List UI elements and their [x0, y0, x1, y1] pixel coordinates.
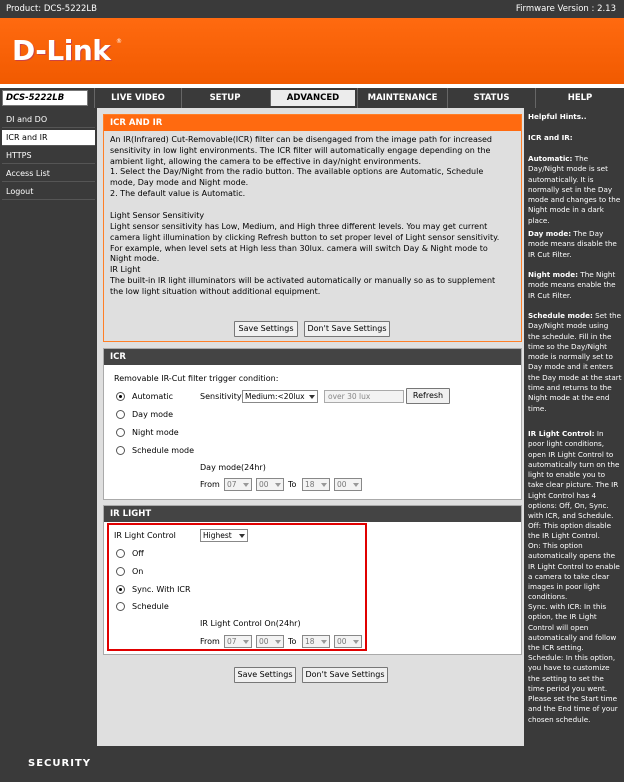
select-value: 07	[227, 480, 237, 489]
chevron-down-icon	[243, 483, 249, 487]
product-label: Product: DCS-5222LB	[6, 4, 97, 14]
sidebar-item-di-do[interactable]: DI and DO	[2, 112, 95, 128]
intro-step-2: 2. The default value is Automatic.	[110, 189, 246, 198]
panel-title: ICR	[104, 349, 521, 365]
hint-day-title: Day mode:	[528, 229, 572, 238]
hint-sync-text: Sync. with ICR: In this option, the IR Light Control will open automatically and follow the ICR setting.	[528, 602, 617, 653]
select-value: 00	[259, 637, 269, 646]
bottom-save-settings-button[interactable]: Save Settings	[234, 667, 296, 683]
sidebar-item-icr-ir[interactable]: ICR and IR	[2, 130, 95, 146]
chevron-down-icon	[309, 395, 315, 399]
hint-schedule-text: Set the Day/Night mode using the schedule. Fill in the time so the Day/Night mode is normally set to Day mode and it enters the Day mode at the start time and returns to the Night mode at the end time.	[528, 311, 622, 413]
from-label: From	[200, 480, 220, 489]
hint-schedule-title: Schedule mode:	[528, 311, 593, 320]
helpful-hints-panel	[524, 108, 624, 746]
ir-light-description: The built-in IR light illuminators will be activated automatically or manually so as to supplement the low light situation without additional equipment.	[110, 276, 496, 296]
sidebar-item-https[interactable]: HTTPS	[2, 148, 95, 164]
tab-status[interactable]: STATUS	[447, 88, 535, 108]
select-value: Highest	[203, 531, 232, 540]
intro-description: An IR(Infrared) Cut-Removable(ICR) filter can be disengaged from the image path for increased sensitivity in low light environments. The ICR filter will automatically engage depending on the ambient light, allowing the camera to be effective in day/night environments.	[110, 135, 493, 166]
to-label: To	[288, 480, 297, 489]
chevron-down-icon	[275, 483, 281, 487]
hints-title: Helpful Hints..	[528, 112, 587, 121]
hint-ir-light-text: In poor light conditions, open IR Light Control to automatically turn on the light to enable you to take clear picture. The IR Light Control has 4 options: Off, On, Sync. with ICR, and Schedule.	[528, 429, 620, 521]
hint-automatic-text: The Day/Night mode is set automatically. It is normally set in the Day mode and changes to the Night mode in a dark place.	[528, 154, 621, 225]
icr-to-hour-select[interactable]	[302, 478, 330, 491]
to-label: To	[288, 637, 297, 646]
intro-step-1: 1. Select the Day/Night from the radio button. The available options are Automatic, Schedule mode, Day mode and Night mode.	[110, 167, 484, 187]
sidebar-item-access-list[interactable]: Access List	[2, 166, 95, 182]
radio-label: Sync. With ICR	[132, 585, 191, 594]
hint-automatic-title: Automatic:	[528, 154, 573, 163]
left-sidebar	[0, 108, 97, 746]
sensitivity-heading: Light Sensor Sensitivity	[110, 211, 205, 220]
from-label: From	[200, 637, 220, 646]
sensitivity-description: Light sensor sensitivity has Low, Medium, and High three different levels. You may get current camera light illumination by clicking Refresh button to set proper level of Light sensor sensitivity. For example, when level sets at High less than 30lux. camera will switch Day & Night mode to Night mode.	[110, 222, 500, 264]
select-value: 18	[305, 637, 315, 646]
main-nav	[0, 88, 624, 108]
radio-schedule-mode[interactable]	[116, 446, 125, 455]
firmware-label: Firmware Version : 2.13	[515, 4, 616, 14]
select-value: 18	[305, 480, 315, 489]
top-bar	[0, 0, 624, 18]
ir-schedule-label: IR Light Control On(24hr)	[200, 619, 301, 628]
footer-security-label: SECURITY	[28, 758, 91, 769]
model-label: DCS-5222LB	[2, 90, 88, 106]
icr-panel	[103, 348, 522, 500]
radio-label: Schedule mode	[132, 446, 194, 455]
save-settings-button[interactable]: Save Settings	[234, 321, 298, 337]
tab-setup[interactable]: SETUP	[181, 88, 268, 108]
dlink-logo: D-Link	[12, 34, 111, 67]
icr-ir-intro-panel	[103, 114, 522, 342]
registered-mark: ®	[116, 38, 122, 45]
dont-save-settings-button[interactable]: Don't Save Settings	[304, 321, 390, 337]
trigger-condition-label: Removable IR-Cut filter trigger condition:	[114, 374, 279, 383]
day-mode-schedule-label: Day mode(24hr)	[200, 463, 266, 472]
highlight-box	[107, 523, 367, 651]
radio-label: On	[132, 567, 144, 576]
radio-label: Schedule	[132, 602, 169, 611]
hints-icr-title: ICR and IR:	[528, 133, 573, 142]
bottom-dont-save-settings-button[interactable]: Don't Save Settings	[302, 667, 388, 683]
chevron-down-icon	[321, 483, 327, 487]
chevron-down-icon	[353, 483, 359, 487]
select-value: 00	[259, 480, 269, 489]
hint-on-text: On: This option automatically opens the IR Light Control to enable a camera to take clear images in poor light conditions.	[528, 541, 620, 602]
radio-label: Day mode	[132, 410, 174, 419]
radio-label: Automatic	[132, 392, 174, 401]
sensitivity-select[interactable]	[242, 390, 318, 403]
icr-from-hour-select[interactable]	[224, 478, 252, 491]
tab-help[interactable]: HELP	[535, 88, 624, 108]
icr-from-minute-select[interactable]	[256, 478, 284, 491]
tab-maintenance[interactable]: MAINTENANCE	[357, 88, 447, 108]
hint-ir-light-title: IR Light Control:	[528, 429, 595, 438]
panel-title: IR LIGHT	[104, 506, 521, 522]
panel-title: ICR AND IR	[104, 115, 521, 131]
radio-day-mode[interactable]	[116, 410, 125, 419]
radio-label: Off	[132, 549, 144, 558]
radio-label: Night mode	[132, 428, 179, 437]
hint-day-text: The Day mode means disable the IR Cut Filter.	[528, 229, 617, 259]
sidebar-item-logout[interactable]: Logout	[2, 184, 95, 200]
select-value: 00	[337, 480, 347, 489]
hint-night-title: Night mode:	[528, 270, 579, 279]
radio-night-mode[interactable]	[116, 428, 125, 437]
hint-night-text: The Night mode means enable the IR Cut Filter.	[528, 270, 616, 300]
ir-light-control-label: IR Light Control	[114, 531, 176, 540]
lux-readout-field[interactable]: over 30 lux	[324, 390, 404, 403]
header-banner	[0, 18, 624, 84]
select-value: Medium:<20lux	[245, 392, 305, 401]
icr-to-minute-select[interactable]	[334, 478, 362, 491]
select-value: 00	[337, 637, 347, 646]
hint-schedule-option-text: Schedule: In this option, you have to customize the setting to set the time period you went. Please set the Start time and the End time of your chosen schedule.	[528, 653, 618, 724]
ir-light-heading: IR Light	[110, 265, 141, 274]
sensitivity-label: Sensitivity	[200, 392, 242, 401]
hint-off-text: Off: This option disable the IR Light Control.	[528, 521, 611, 541]
select-value: 07	[227, 637, 237, 646]
footer	[0, 746, 624, 782]
radio-automatic[interactable]	[116, 392, 125, 401]
tab-advanced[interactable]: ADVANCED	[270, 90, 355, 106]
refresh-button[interactable]: Refresh	[406, 388, 450, 404]
tab-live-video[interactable]: LIVE VIDEO	[94, 88, 181, 108]
